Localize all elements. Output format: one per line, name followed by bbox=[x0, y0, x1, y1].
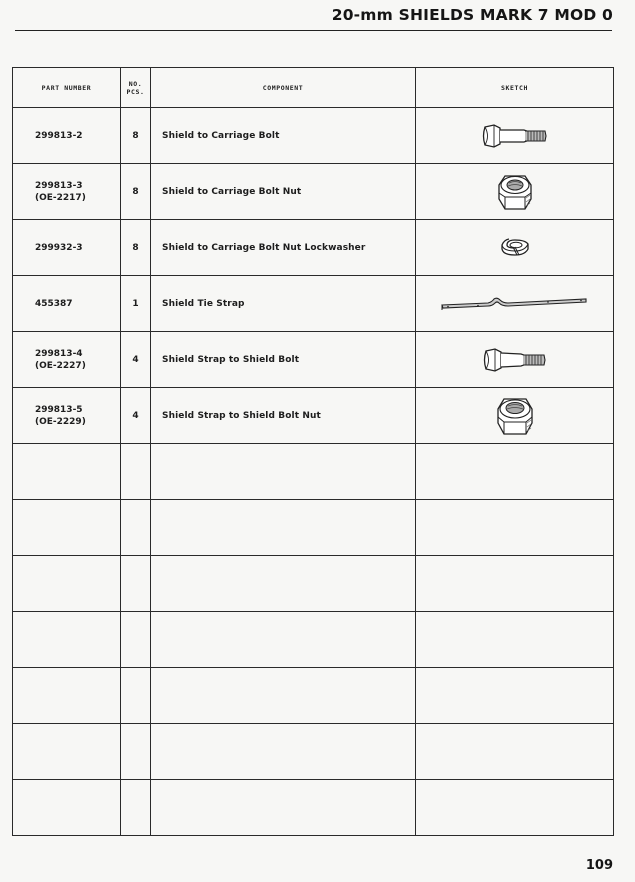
pcs-header-line1: NO. bbox=[128, 79, 143, 88]
table-row bbox=[13, 108, 614, 164]
empty-cell bbox=[121, 612, 151, 668]
pcs-cell: 4 bbox=[121, 332, 151, 388]
part-number: 299813-3 bbox=[35, 180, 83, 191]
empty-cell bbox=[121, 724, 151, 780]
sketch-cell bbox=[416, 220, 614, 276]
parts-table bbox=[12, 67, 614, 836]
empty-cell bbox=[121, 444, 151, 500]
component-cell: Shield Tie Strap bbox=[151, 276, 416, 332]
sketch-cell bbox=[416, 164, 614, 220]
table-header-row bbox=[13, 68, 614, 108]
table-row bbox=[13, 276, 614, 332]
sketch-cell bbox=[416, 108, 614, 164]
empty-cell bbox=[151, 444, 416, 500]
pcs-cell: 8 bbox=[121, 108, 151, 164]
part-number-cell bbox=[13, 332, 121, 388]
empty-table-row bbox=[13, 780, 614, 836]
empty-table-row bbox=[13, 500, 614, 556]
empty-cell bbox=[13, 612, 121, 668]
title-rule bbox=[15, 30, 612, 31]
hex-nut-icon bbox=[494, 394, 536, 438]
empty-cell bbox=[416, 444, 614, 500]
pcs-cell: 8 bbox=[121, 220, 151, 276]
part-number-cell bbox=[13, 220, 121, 276]
bolt-icon bbox=[480, 123, 550, 149]
column-header-component: COMPONENT bbox=[151, 68, 416, 108]
part-number-cell bbox=[13, 164, 121, 220]
part-number: 299813-5 bbox=[35, 404, 83, 415]
empty-cell bbox=[416, 668, 614, 724]
empty-cell bbox=[13, 668, 121, 724]
component-cell: Shield to Carriage Bolt bbox=[151, 108, 416, 164]
column-header-part-number: PART NUMBER bbox=[13, 68, 121, 108]
part-number: 299813-4 bbox=[35, 348, 83, 359]
sketch-cell bbox=[416, 388, 614, 444]
sketch-cell bbox=[416, 332, 614, 388]
empty-cell bbox=[151, 780, 416, 836]
bolt-icon bbox=[481, 347, 549, 373]
component-cell: Shield Strap to Shield Bolt bbox=[151, 332, 416, 388]
tie-strap-icon bbox=[440, 296, 590, 312]
column-header-sketch: SKETCH bbox=[416, 68, 614, 108]
alternate-part-number: (OE-2227) bbox=[35, 360, 86, 371]
empty-cell bbox=[13, 724, 121, 780]
sketch-cell bbox=[416, 276, 614, 332]
table-row bbox=[13, 164, 614, 220]
part-number-cell bbox=[13, 276, 121, 332]
empty-cell bbox=[151, 556, 416, 612]
empty-cell bbox=[151, 612, 416, 668]
page-title: 20-mm SHIELDS MARK 7 MOD 0 bbox=[331, 6, 613, 24]
empty-cell bbox=[121, 780, 151, 836]
part-number-cell bbox=[13, 388, 121, 444]
part-number: 299932-3 bbox=[35, 242, 83, 253]
pcs-cell: 4 bbox=[121, 388, 151, 444]
component-cell: Shield Strap to Shield Bolt Nut bbox=[151, 388, 416, 444]
empty-cell bbox=[13, 500, 121, 556]
alternate-part-number: (OE-2217) bbox=[35, 192, 86, 203]
part-number-cell bbox=[13, 108, 121, 164]
empty-cell bbox=[121, 668, 151, 724]
empty-cell bbox=[416, 724, 614, 780]
empty-table-row bbox=[13, 724, 614, 780]
empty-table-row bbox=[13, 612, 614, 668]
table-row bbox=[13, 388, 614, 444]
table-row bbox=[13, 220, 614, 276]
empty-cell bbox=[151, 724, 416, 780]
table-row bbox=[13, 332, 614, 388]
empty-cell bbox=[121, 500, 151, 556]
empty-cell bbox=[121, 556, 151, 612]
empty-cell bbox=[151, 500, 416, 556]
part-number: 299813-2 bbox=[35, 130, 83, 141]
empty-table-row bbox=[13, 556, 614, 612]
empty-cell bbox=[416, 500, 614, 556]
empty-table-row bbox=[13, 444, 614, 500]
hex-nut-icon bbox=[495, 171, 535, 213]
empty-cell bbox=[416, 780, 614, 836]
pcs-cell: 8 bbox=[121, 164, 151, 220]
alternate-part-number: (OE-2229) bbox=[35, 416, 86, 427]
empty-cell bbox=[416, 612, 614, 668]
pcs-cell: 1 bbox=[121, 276, 151, 332]
component-cell: Shield to Carriage Bolt Nut Lockwasher bbox=[151, 220, 416, 276]
empty-cell bbox=[151, 668, 416, 724]
lockwasher-icon bbox=[495, 237, 535, 259]
pcs-header-line2: PCS. bbox=[126, 87, 145, 96]
empty-cell bbox=[13, 780, 121, 836]
empty-cell bbox=[13, 556, 121, 612]
empty-cell bbox=[416, 556, 614, 612]
component-cell: Shield to Carriage Bolt Nut bbox=[151, 164, 416, 220]
empty-table-row bbox=[13, 668, 614, 724]
page-number: 109 bbox=[585, 858, 613, 873]
part-number: 455387 bbox=[35, 298, 73, 309]
empty-cell bbox=[13, 444, 121, 500]
column-header-pcs bbox=[121, 68, 151, 108]
